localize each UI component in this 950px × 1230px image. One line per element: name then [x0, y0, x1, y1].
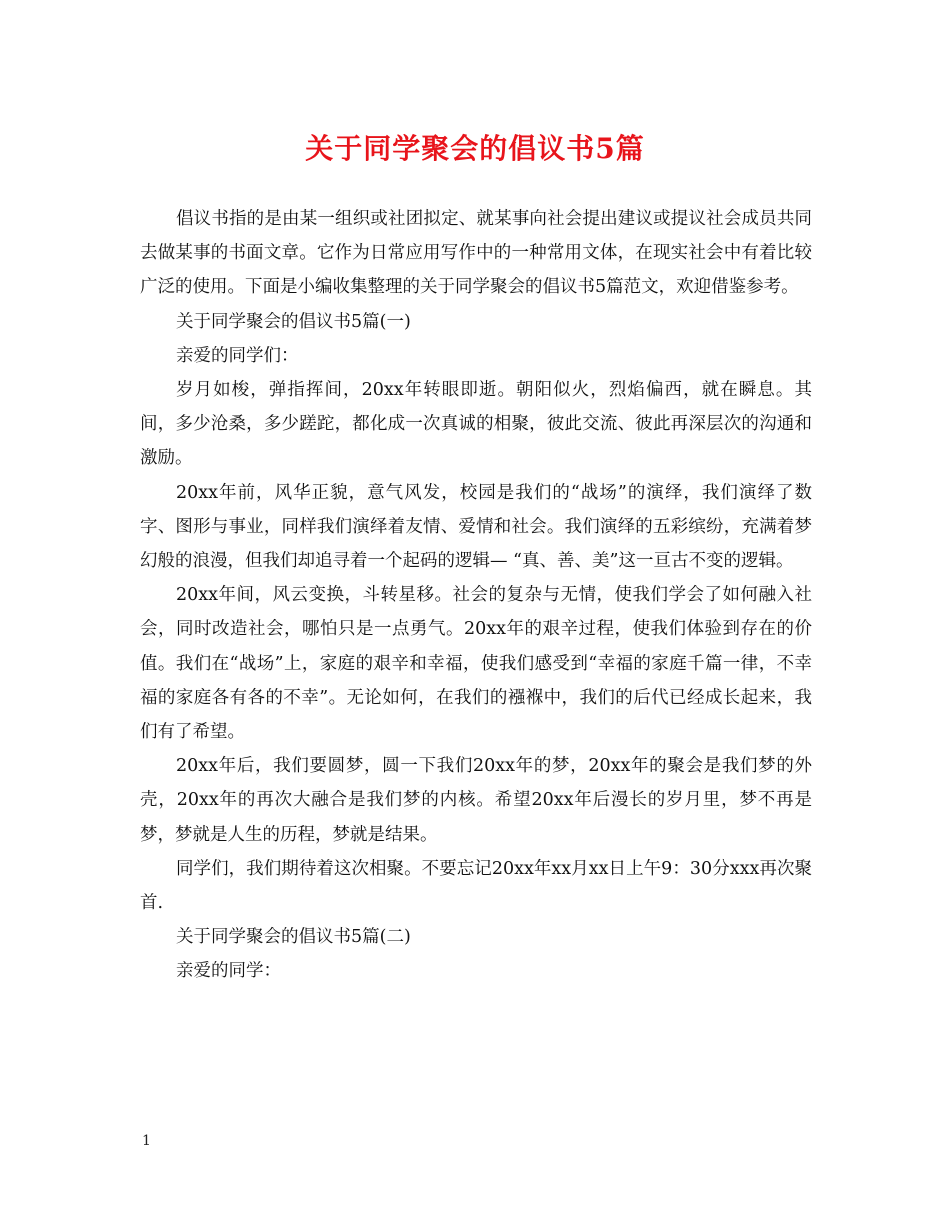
paragraph-intro: 倡议书指的是由某一组织或社团拟定、就某事向社会提出建议或提议社会成员共同去做某事的书面文章。它作为日常应用写作中的一种常用文体，在现实社会中有着比较广泛的使用。下面是小编收集整理的关于同学聚会的倡议书5篇范文，欢迎借鉴参考。 [140, 209, 812, 298]
document-title: 关于同学聚会的倡议书5篇 [305, 132, 645, 165]
document-body [140, 202, 812, 989]
salutation-one: 亲爱的同学们： [176, 345, 299, 366]
page-number: 1 [142, 1133, 151, 1149]
salutation-two: 亲爱的同学： [176, 961, 281, 982]
section-heading-one: 关于同学聚会的倡议书5篇(一) [176, 311, 411, 332]
paragraph: 同学们，我们期待着这次相聚。不要忘记20xx年xx月xx日上午9：30分xxx再次聚首. [140, 858, 812, 914]
paragraph: 岁月如梭，弹指挥间，20xx年转眼即逝。朝阳似火，烈焰偏西，就在瞬息。其间，多少沧桑，多少蹉跎，都化成一次真诚的相聚，彼此交流、彼此再深层次的沟通和激励。 [140, 380, 812, 469]
paragraph: 20xx年前，风华正貌，意气风发，校园是我们的“战场”的演绎，我们演绎了数字、图形与事业，同样我们演绎着友情、爱情和社会。我们演绎的五彩缤纷，充满着梦幻般的浪漫，但我们却追寻着一个起码的逻辑— “真、善、美”这一亘古不变的逻辑。 [140, 482, 812, 572]
paragraph: 20xx年间，风云变换，斗转星移。社会的复杂与无情，使我们学会了如何融入社会，同时改造社会，哪怕只是一点勇气。20xx年的艰辛过程，使我们体验到存在的价值。我们在“战场”上，家庭的艰辛和幸福，使我们感受到“幸福的家庭千篇一律，不幸福的家庭各有各的不幸”。无论如何，在我们的襁褓中，我们的后代已经成长起来，我们有了希望。 [140, 585, 812, 743]
section-heading-two: 关于同学聚会的倡议书5篇(二) [176, 927, 411, 948]
paragraph: 20xx年后，我们要圆梦，圆一下我们20xx年的梦，20xx年的聚会是我们梦的外壳，20xx年的再次大融合是我们梦的内核。希望20xx年后漫长的岁月里，梦不再是梦，梦就是人生的历程，梦就是结果。 [140, 756, 812, 845]
